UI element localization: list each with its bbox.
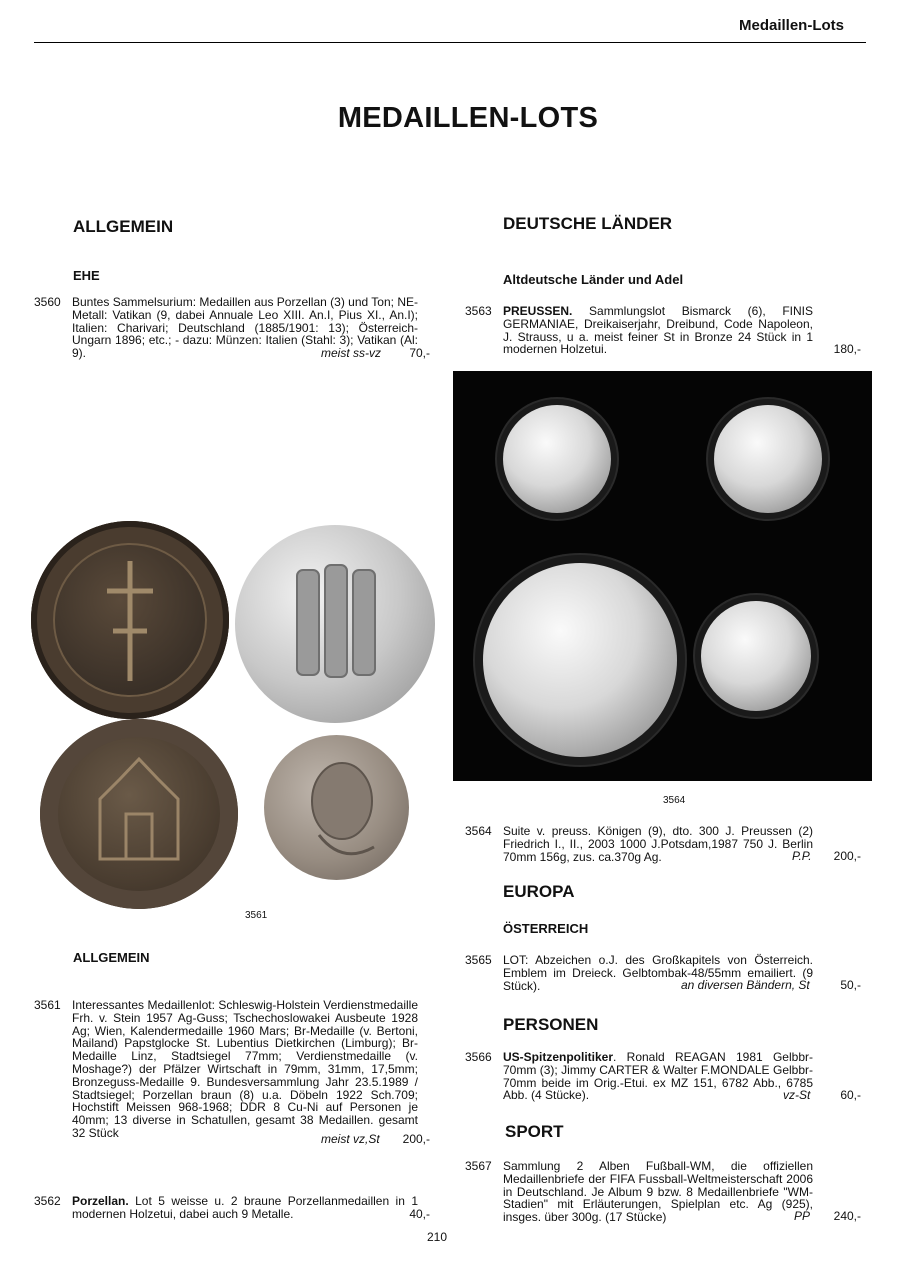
lot-description: LOT: Abzeichen o.J. des Großkapitels von Österreich. Emblem im Dreieck. Gelbtombak-48/55mm emailiert. (9 Stück).	[503, 953, 813, 993]
running-head: Medaillen-Lots	[738, 17, 844, 34]
lot-3561	[34, 999, 430, 1147]
lot-price: 70,-	[409, 346, 430, 360]
lot-number: 3566	[465, 1050, 492, 1064]
section-heading-sport: SPORT	[505, 1122, 564, 1141]
capsule	[475, 555, 685, 765]
lot-condition: PP	[794, 1209, 811, 1223]
friedrich-i-medal	[503, 405, 611, 513]
capsule	[708, 399, 828, 519]
silver-figures-medal	[235, 525, 435, 723]
lot-condition: meist vz,St	[321, 1132, 380, 1146]
seal-cross-icon	[31, 521, 229, 719]
lot-description: Interessantes Medaillenlot: Schleswig-Holstein Verdienstmedaille Frh. v. Stein 1957 Ag-Guss; Tschechoslowakei Ausbeute 1928 Ag; Wien, Kalendermedaille 1960 Mars; Br-Medaille (v. Bertoni, Mailand) Papstglocke St. Lubentius Dietkirchen (Limburg); Br-Medaille Linz, Stadtsiegel 77mm; Verdienstmedaille (v. Moshage?) der Pfälzer Wirtschaft in 79mm, 31mm, 17,5mm; Bronzeguss-Medaille 9. Bundesversammlung Jahr 23.5.1989 / Stadtsiegel; Porzellan braun (8) u.a. Döbeln 1922 Sch.709; Hochstift Meissen 968-1968; DDR 8 Cu-Ni auf Personen je 40mm; 13 diverse in Schatullen, gesamt 38 Medaillen. gesamt 32 Stück	[72, 998, 418, 1140]
three-figures-icon	[235, 525, 435, 723]
capsule	[497, 399, 617, 519]
lot-number: 3564	[465, 824, 492, 838]
lot-description: Buntes Sammelsurium: Medaillen aus Porzellan (3) und Ton; NE-Metall: Vatikan (9, dabei Annuale Leo XIII. An.I, Pius XI., An.I); Italien: Charivari; Deutschland (1885/1901: 13); Österreich-Ungarn 1896; etc.; - dazu: Münzen: Italien (Stahl: 3); Vatikan (Al: 9).	[72, 295, 418, 361]
lot-price: 240,-	[833, 1209, 861, 1223]
header-rule	[34, 42, 866, 43]
page-title: MEDAILLEN-LOTS	[337, 102, 599, 134]
lot-3564	[465, 825, 861, 865]
lot-number: 3567	[465, 1159, 492, 1173]
photo-caption-3561: 3561	[245, 910, 268, 921]
lot-3566	[465, 1051, 861, 1103]
lot-price: 200,-	[833, 849, 861, 863]
lot-condition: an diversen Bändern, St	[681, 978, 810, 992]
lot-3565	[465, 954, 861, 994]
lot-description: Porzellan. Lot 5 weisse u. 2 braune Porzellanmedaillen in 1 modernen Holzetui, dabei auch 9 Metalle.	[72, 1194, 418, 1221]
lot-description: PREUSSEN. Sammlungslot Bismarck (6), FINIS GERMANIAE, Dreikaiserjahr, Dreibund, Code Napoleon, J. Strauss, u a. meist feiner St in Bronze 24 Stück in 1 modernen Holzetui.	[503, 304, 813, 357]
capsule	[695, 595, 817, 717]
lot-description: Sammlung 2 Alben Fußball-WM, die offiziellen Medaillenbriefe der FIFA Fussball-Weltmeisterschaft 2006 in Deutschland. Je Album 9 bzw. 8 Medaillenbriefe "WM-Stadien" mit Erläuterungen, Spielplan etc. Ag (925), insges. über 300g. (17 Stücke)	[503, 1159, 813, 1225]
section-heading-personen: PERSONEN	[503, 1015, 599, 1034]
lot-description: Suite v. preuss. Königen (9), dto. 300 J. Preussen (2) Friedrich I., II., 2003 1000 J.Potsdam,1987 750 J. Berlin 70mm 156g, zus. ca.370g Ag.	[503, 824, 813, 864]
subheading-altdeutsche-laender: Altdeutsche Länder und Adel	[503, 272, 684, 287]
lot-condition: P.P.	[792, 849, 812, 863]
lot-3560	[34, 296, 430, 362]
berlin-750-medal	[483, 563, 677, 757]
lot-condition: meist ss-vz	[321, 346, 381, 360]
section-heading-allgemein: ALLGEMEIN	[73, 217, 174, 236]
lot-3564-photo	[453, 371, 872, 781]
lot-description: US-Spitzenpolitiker. Ronald REAGAN 1981 Gelbbr-70mm (3); Jimmy CARTER & Walter F.MONDALE Gelbbr-70mm beide im Orig.-Etui. ex MZ 151, 6782 Abb., 6785 Abb. (4 Stücke).	[503, 1050, 813, 1103]
lot-3562	[34, 1195, 430, 1225]
photo-caption-3564: 3564	[663, 795, 686, 806]
castle-icon	[40, 719, 238, 909]
lot-3567	[465, 1160, 861, 1226]
lot-condition: vz-St	[783, 1088, 811, 1102]
lot-number: 3560	[34, 295, 61, 309]
stein-portrait-medal	[264, 735, 409, 880]
lot-number: 3563	[465, 304, 492, 318]
lot-number: 3565	[465, 953, 492, 967]
lot-price: 200,-	[402, 1132, 430, 1146]
portrait-head-icon	[264, 735, 409, 880]
lot-price: 180,-	[833, 342, 861, 356]
lot-number: 3562	[34, 1194, 61, 1208]
bronze-seal-medal	[31, 521, 229, 719]
lot-price: 60,-	[840, 1088, 861, 1102]
page-number: 210	[426, 1230, 448, 1244]
lot-price: 40,-	[409, 1207, 430, 1221]
lot-price: 50,-	[840, 978, 861, 992]
subheading-ehe: EHE	[73, 268, 100, 283]
subheading-allgemein: ALLGEMEIN	[73, 950, 150, 965]
bronze-city-seal-medal	[40, 719, 238, 909]
friedrich-der-grosse-medal	[701, 601, 811, 711]
lot-number: 3561	[34, 998, 61, 1012]
section-heading-europa: EUROPA	[503, 882, 575, 901]
subheading-oesterreich: ÖSTERREICH	[503, 921, 589, 936]
section-heading-deutsche-laender: DEUTSCHE LÄNDER	[503, 214, 673, 233]
lot-3563	[465, 305, 861, 357]
friedrich-ii-medal	[714, 405, 822, 513]
